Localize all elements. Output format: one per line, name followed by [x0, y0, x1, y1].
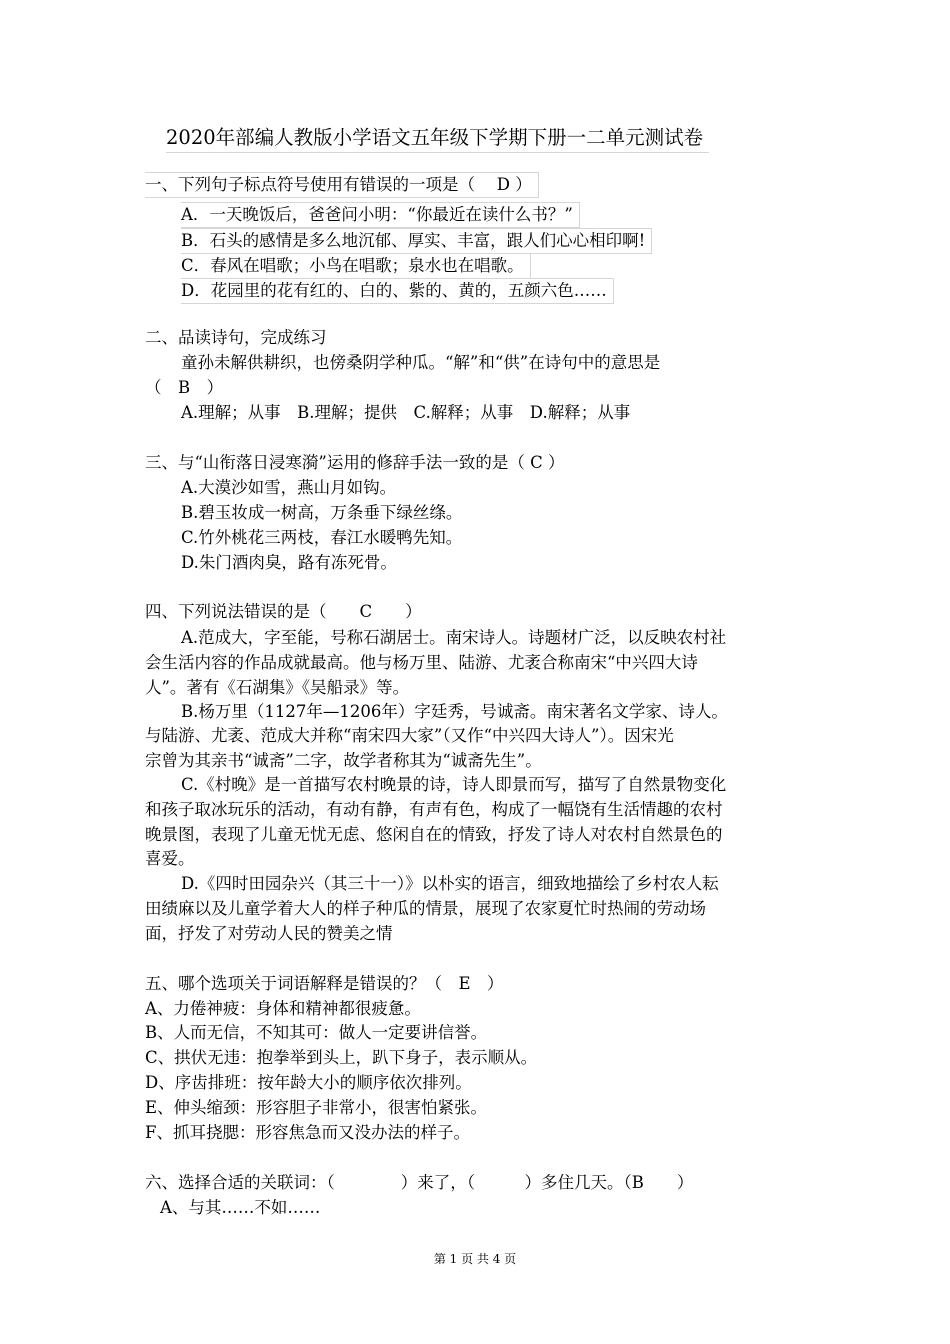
q4-line: 田绩麻以及儿童学着大人的样子种瓜的情景，展现了农家夏忙时热闹的劳动场 — [145, 899, 706, 918]
q4-line: B.杨万里（1127年—1206年）字廷秀，号诚斋。南宋著名文学家、诗人。 — [181, 702, 728, 721]
q4-line: A.范成大，字至能，号称石湖居士。南宋诗人。诗题材广泛，以反映农村社 — [181, 628, 727, 647]
q5-option-c: C、拱伏无违：抱拳举到头上，趴下身子，表示顺从。 — [145, 1048, 538, 1067]
q1-option-b: B．石头的感情是多么地沉郁、厚实、丰富，跟人们心心相印啊! — [181, 228, 652, 254]
q5-option-b: B、人而无信，不知其可：做人一定要讲信誉。 — [145, 1023, 488, 1042]
q2-stem: 二、品读诗句，完成练习 — [145, 328, 327, 347]
q1-stem: 一、下列句子标点符号使用有错误的一项是（ D ） — [145, 172, 539, 198]
q3-stem: 三、与“山衔落日浸寒漪”运用的修辞手法一致的是（ C ） — [145, 453, 565, 472]
q2-options: A.理解；从事 B.理解；提供 C.解释；从事 D.解释；从事 — [181, 403, 631, 422]
q5-option-e: E、伸头缩颈：形容胆子非常小，很害怕紧张。 — [145, 1098, 488, 1117]
q5-option-f: F、抓耳挠腮：形容焦急而又没办法的样子。 — [145, 1123, 470, 1142]
q4-line: 宗曾为其亲书“诚斋”二字，故学者称其为“诚斋先生”。 — [145, 751, 542, 770]
q4-line: C.《村晚》是一首描写农村晚景的诗，诗人即景而写，描写了自然景物变化 — [181, 775, 727, 794]
q1-option-d: D．花园里的花有红的、白的、紫的、黄的，五颜六色…… — [181, 278, 614, 304]
q2-text: 童孙未解供耕织，也傍桑阴学种瓜。“解”和“供”在诗句中的意思是 — [181, 353, 661, 372]
q4-line: D.《四时田园杂兴（其三十一）》以朴实的语言，细致地描绘了乡村农人耘 — [181, 874, 719, 893]
q4-line: 面，抒发了对劳动人民的赞美之情 — [145, 924, 393, 943]
q4-line: 会生活内容的作品成就最高。他与杨万里、陆游、尤袤合称南宋“中兴四大诗 — [145, 653, 698, 672]
q4-line: 人”。著有《石湖集》《吴船录》等。 — [145, 678, 410, 697]
q3-option-b: B.碧玉妆成一树高，万条垂下绿丝绦。 — [181, 503, 463, 522]
q4-line: 和孩子取冰玩乐的活动，有动有静，有声有色，构成了一幅饶有生活情趣的农村 — [145, 800, 723, 819]
q5-stem: 五、哪个选项关于词语解释是错误的？（ E ） — [145, 974, 504, 993]
q3-option-a: A.大漠沙如雪，燕山月如钩。 — [181, 478, 397, 497]
q1-option-c: C．春风在唱歌；小鸟在唱歌；泉水也在唱歌。 — [181, 253, 531, 279]
q3-option-d: D.朱门酒肉臭，路有冻死骨。 — [181, 553, 397, 572]
q2-answer: （ B ） — [145, 378, 224, 397]
q4-line: 与陆游、尤袤、范成大并称“南宋四大家”（又作“中兴四大诗人”）。因宋光 — [145, 726, 674, 745]
q4-line: 晚景图，表现了儿童无忧无虑、悠闲自在的情致，抒发了诗人对农村自然景色的 — [145, 825, 723, 844]
q5-option-a: A、力倦神疲：身体和精神都很疲惫。 — [145, 999, 421, 1018]
q6-stem: 六、选择合适的关联词：（ ）来了，（ ）多住几天。（B ） — [145, 1173, 694, 1192]
q3-option-c: C.竹外桃花三两枝，春江水暖鸭先知。 — [181, 528, 463, 547]
q4-stem: 四、下列说法错误的是（ C ） — [145, 602, 422, 621]
page-title: 2020年部编人教版小学语文五年级下学期下册一二单元测试卷 — [166, 124, 709, 153]
page-footer: 第 1 页 共 4 页 — [433, 1252, 517, 1266]
q5-option-d: D、序齿排班：按年龄大小的顺序依次排列。 — [145, 1073, 472, 1092]
q4-line: 喜爱。 — [145, 849, 195, 868]
q1-option-a: A．一天晚饭后，爸爸问小明：“你最近在读什么书？” — [181, 202, 580, 228]
q6-option-a: A、与其……不如…… — [160, 1198, 321, 1217]
